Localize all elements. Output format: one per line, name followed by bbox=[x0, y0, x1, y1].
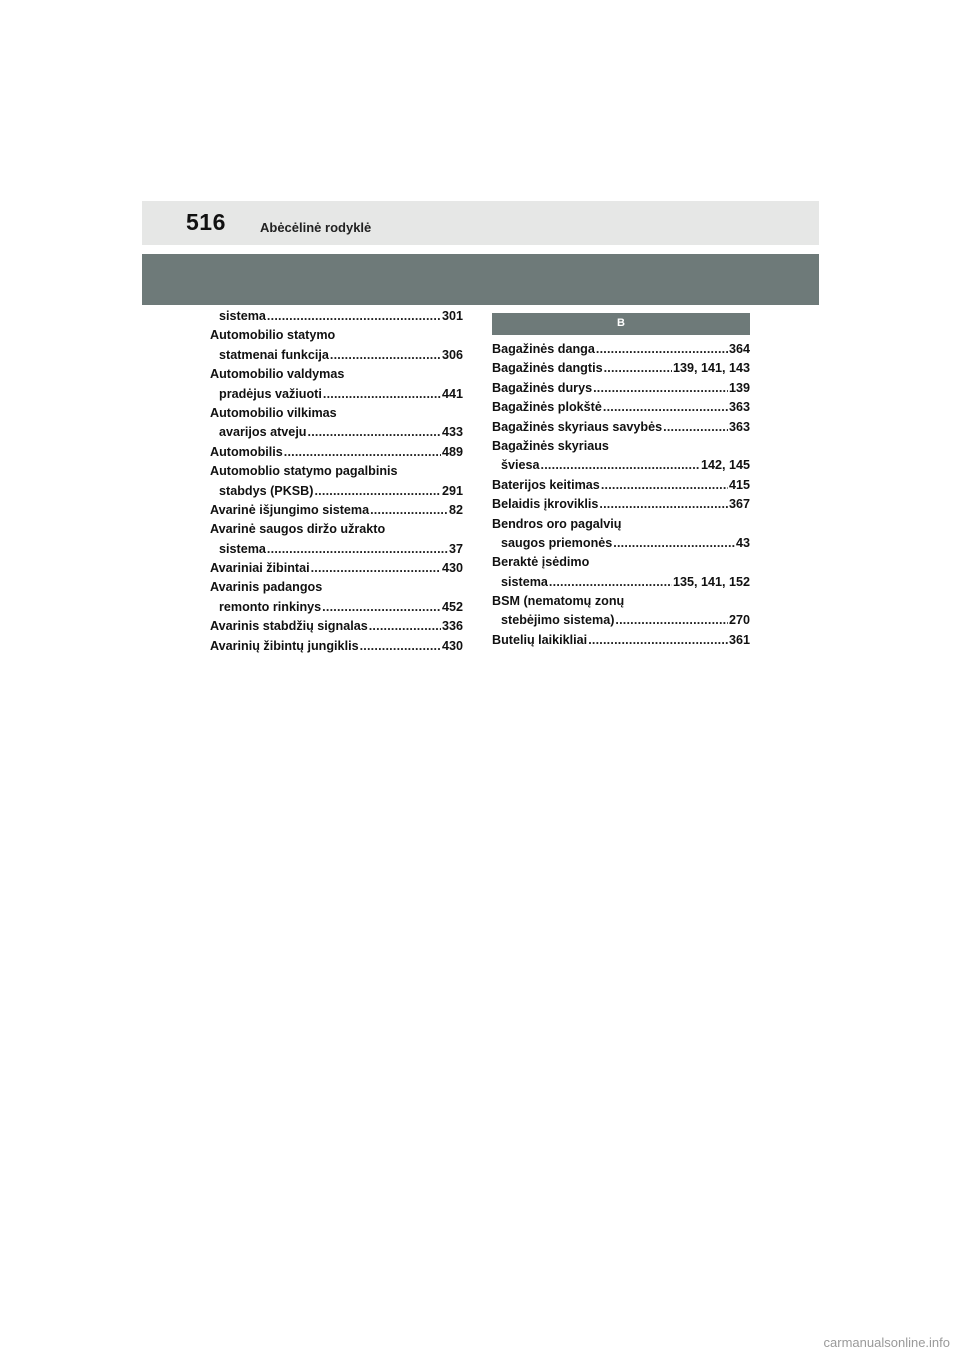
watermark: carmanualsonline.info bbox=[823, 1335, 950, 1350]
index-entry bbox=[492, 400, 750, 419]
index-entry-text: BSM (nematomų zonų bbox=[492, 594, 625, 609]
index-entry bbox=[492, 517, 750, 536]
index-entry-page: 489 bbox=[441, 444, 463, 459]
index-entry-page: 441 bbox=[441, 386, 463, 401]
index-entry-text: Avarinė saugos diržo užrakto bbox=[210, 522, 386, 537]
index-entry-page: 430 bbox=[441, 638, 463, 653]
index-entry-text: sistema bbox=[219, 309, 266, 323]
leader-dots bbox=[663, 420, 728, 434]
section-title: Abėcėlinė rodyklė bbox=[260, 220, 372, 235]
index-entry-text: saugos priemonės bbox=[501, 535, 613, 550]
index-entry bbox=[492, 342, 750, 361]
leader-dots bbox=[267, 542, 448, 556]
index-entry bbox=[210, 600, 463, 619]
index-entry-page: 364 bbox=[728, 342, 750, 356]
page-number: 516 bbox=[186, 209, 226, 235]
index-entry-text: Avarinis padangos bbox=[210, 580, 323, 595]
index-entry-page: 361 bbox=[728, 632, 750, 647]
index-entry bbox=[210, 309, 463, 328]
index-entry-text: Bagažinės dangtis bbox=[492, 361, 603, 376]
index-entry-text: Automoblio statymo pagalbinis bbox=[210, 464, 398, 479]
leader-dots bbox=[314, 484, 441, 498]
index-entry bbox=[492, 536, 750, 555]
index-entry-text: Avarinė išjungimo sistema bbox=[210, 502, 370, 517]
index-entry bbox=[492, 555, 750, 574]
index-entry bbox=[492, 497, 750, 516]
index-entry-page: 37 bbox=[448, 541, 463, 556]
leader-dots bbox=[322, 600, 441, 614]
index-entry-text: sistema bbox=[501, 574, 548, 589]
page-header bbox=[142, 201, 819, 245]
index-entry-text: pradėjus važiuoti bbox=[219, 386, 322, 401]
index-entry-page: 270 bbox=[728, 613, 750, 628]
index-entry bbox=[210, 406, 463, 425]
section-letter-bar bbox=[492, 313, 750, 335]
index-entry-page: 82 bbox=[448, 502, 463, 517]
header-band bbox=[142, 254, 819, 305]
leader-dots bbox=[601, 478, 728, 492]
index-entry-text: Bagažinės skyriaus savybės bbox=[492, 419, 663, 434]
index-entry-text: Bendros oro pagalvių bbox=[492, 516, 622, 531]
index-entry bbox=[210, 561, 463, 580]
leader-dots bbox=[284, 445, 441, 459]
index-entry-page: 301 bbox=[441, 309, 463, 323]
index-entry-text: Avariniai žibintai bbox=[210, 561, 310, 576]
leader-dots bbox=[588, 633, 728, 647]
index-entry-text: Belaidis įkroviklis bbox=[492, 497, 599, 512]
index-entry bbox=[492, 381, 750, 400]
index-entry-page: 415 bbox=[728, 477, 750, 492]
index-entry bbox=[492, 439, 750, 458]
index-entry bbox=[492, 594, 750, 613]
index-entry-text: šviesa bbox=[501, 458, 540, 473]
index-entry bbox=[492, 420, 750, 439]
index-entry-page: 363 bbox=[728, 419, 750, 434]
index-entry-text: Baterijos keitimas bbox=[492, 477, 600, 492]
section-letter: B bbox=[617, 317, 625, 329]
index-entry-page: 452 bbox=[441, 599, 463, 614]
leader-dots bbox=[604, 361, 672, 375]
index-entry-text: Butelių laikikliai bbox=[492, 632, 588, 647]
index-entry-text: Beraktė įsėdimo bbox=[492, 555, 590, 570]
leader-dots bbox=[370, 503, 448, 517]
index-entry bbox=[492, 361, 750, 380]
index-entry-text: remonto rinkinys bbox=[219, 599, 322, 614]
leader-dots bbox=[267, 309, 441, 323]
index-entry bbox=[210, 367, 463, 386]
index-entry-page: 139 bbox=[728, 380, 750, 395]
index-entry bbox=[210, 619, 463, 638]
index-entry-text: Automobilio statymo bbox=[210, 328, 336, 343]
leader-dots bbox=[549, 575, 672, 589]
index-entry-page: 367 bbox=[728, 497, 750, 512]
index-entry bbox=[492, 633, 750, 652]
index-entry-text: Bagažinės danga bbox=[492, 342, 595, 356]
index-entry bbox=[210, 522, 463, 541]
index-column-left bbox=[210, 309, 463, 658]
index-entry-text: Automobilio vilkimas bbox=[210, 405, 337, 420]
index-column-right bbox=[492, 342, 750, 652]
leader-dots bbox=[360, 639, 441, 653]
index-entry bbox=[210, 464, 463, 483]
index-entry-page: 306 bbox=[441, 347, 463, 362]
index-entry bbox=[210, 425, 463, 444]
leader-dots bbox=[593, 381, 728, 395]
index-entry-page: 430 bbox=[441, 561, 463, 576]
index-entry-text: Automobilio valdymas bbox=[210, 367, 345, 382]
index-entry-text: Automobilis bbox=[210, 444, 283, 459]
index-entry-text: avarijos atveju bbox=[219, 425, 307, 440]
index-entry bbox=[492, 613, 750, 632]
index-entry-text: Avarinis stabdžių signalas bbox=[210, 619, 368, 634]
index-entry-text: Bagažinės plokštė bbox=[492, 400, 602, 415]
leader-dots bbox=[615, 613, 728, 627]
index-entry bbox=[492, 478, 750, 497]
index-entry bbox=[210, 503, 463, 522]
index-entry-text: stabdys (PKSB) bbox=[219, 483, 314, 498]
index-entry-text: sistema bbox=[219, 541, 266, 556]
index-entry-page: 142, 145 bbox=[700, 458, 750, 473]
index-entry-page: 291 bbox=[441, 483, 463, 498]
leader-dots bbox=[613, 536, 735, 550]
leader-dots bbox=[369, 619, 441, 633]
leader-dots bbox=[541, 458, 700, 472]
index-entry bbox=[492, 458, 750, 477]
leader-dots bbox=[599, 497, 728, 511]
index-entry bbox=[492, 575, 750, 594]
index-entry bbox=[210, 639, 463, 658]
leader-dots bbox=[596, 342, 728, 356]
leader-dots bbox=[308, 425, 441, 439]
index-entry-page: 139, 141, 143 bbox=[672, 361, 750, 376]
leader-dots bbox=[603, 400, 728, 414]
index-entry-text: statmenai funkcija bbox=[219, 347, 329, 362]
index-entry-text: Bagažinės skyriaus bbox=[492, 438, 609, 453]
leader-dots bbox=[330, 348, 441, 362]
index-entry-page: 43 bbox=[735, 535, 750, 550]
index-entry-text: Avarinių žibintų jungiklis bbox=[210, 638, 359, 653]
index-entry bbox=[210, 580, 463, 599]
index-entry-page: 363 bbox=[728, 400, 750, 415]
index-entry-text: Bagažinės durys bbox=[492, 380, 593, 395]
index-entry-page: 135, 141, 152 bbox=[672, 574, 750, 589]
index-entry bbox=[210, 542, 463, 561]
index-entry-text: stebėjimo sistema) bbox=[501, 613, 615, 628]
index-entry-page: 433 bbox=[441, 425, 463, 440]
index-entry-page: 336 bbox=[441, 619, 463, 634]
leader-dots bbox=[311, 561, 441, 575]
index-entry bbox=[210, 387, 463, 406]
leader-dots bbox=[323, 387, 441, 401]
index-entry bbox=[210, 445, 463, 464]
index-entry bbox=[210, 328, 463, 347]
index-entry bbox=[210, 484, 463, 503]
index-entry bbox=[210, 348, 463, 367]
